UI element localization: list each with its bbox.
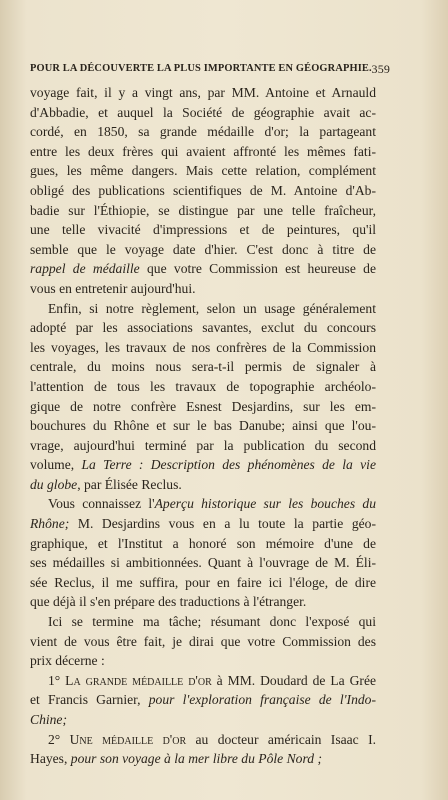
italic-title: Rhône; — [30, 516, 70, 532]
text-line — [30, 690, 376, 710]
text-line: ses médailles si ambitionnées. Quant à l'ouvrage de M. Éli- — [30, 555, 376, 571]
text-line — [30, 514, 376, 534]
text-fragment: Vous connaissez l' — [48, 496, 155, 512]
text-line: cordé, en 1850, sa grande médaille d'or; la partageant — [30, 124, 376, 140]
text-line: vient de vous être fait, je dirai que votre Commission des — [30, 633, 376, 649]
body-text — [30, 83, 376, 769]
paragraph-4 — [30, 612, 376, 671]
award-name: Une médaille d'or — [69, 731, 187, 747]
text-line — [30, 671, 376, 691]
paragraph-2 — [30, 299, 376, 495]
award-number: 2° — [48, 731, 70, 747]
award-1 — [30, 671, 376, 730]
text-line: vrage, aujourd'hui terminé par la publication du second — [30, 437, 376, 453]
running-title: POUR LA DÉCOUVERTE LA PLUS IMPORTANTE EN GÉOGRAPHIE. — [30, 63, 372, 74]
text-line: Ici se termine ma tâche; résumant donc l'exposé qui — [48, 614, 376, 630]
text-line — [30, 730, 376, 750]
page-number: 359 — [371, 62, 390, 76]
award-number: 1° — [48, 672, 66, 688]
text-line: l'attention de tous les travaux de topographie archéolo- — [30, 378, 376, 394]
text-line — [30, 710, 376, 730]
italic-phrase: rappel de médaille — [30, 261, 140, 277]
text-line: vous en entretenir aujourd'hui. — [30, 280, 196, 296]
paragraph-3 — [30, 494, 376, 612]
text-line: prix décerne : — [30, 653, 105, 669]
text-fragment: volume, — [30, 457, 82, 473]
text-line: gique de notre confrère Esnest Desjardins, sur les em- — [30, 398, 376, 414]
text-line — [30, 494, 376, 514]
italic-phrase: pour l'exploration française de l'Indo- — [148, 692, 376, 708]
italic-title: du globe — [30, 476, 78, 492]
text-line: obligé des publications scientifiques de M. Antoine d'Ab- — [30, 182, 376, 198]
text-line: les voyages, les travaux de nos confrères de la Commission — [30, 339, 376, 355]
text-line: graphique, et l'Institut a honoré son mémoire d'une de — [30, 535, 376, 551]
text-line: entre les deux frères qui avaient affronté les mêmes fati- — [30, 143, 376, 159]
italic-phrase: pour son voyage à la mer libre du Pôle Nord ; — [70, 751, 322, 767]
text-line — [30, 475, 376, 495]
text-fragment: M. Desjardins vous en a lu toute la partie géo- — [69, 516, 376, 532]
text-line — [30, 259, 376, 279]
text-line: Enfin, si notre règlement, selon un usage généralement — [48, 300, 376, 316]
italic-phrase: Chine; — [30, 712, 67, 727]
text-line: badie sur l'Éthiopie, se distingue par une telle fraîcheur, — [30, 202, 376, 218]
text-line: semble que le voyage date d'hier. C'est donc à titre de — [30, 241, 376, 257]
text-fragment: à MM. Doudard de La Grée — [211, 672, 377, 688]
award-name: La grande médaille d'or — [65, 672, 212, 688]
text-line: sée Reclus, il me suffira, pour en faire ici l'éloge, de dire — [30, 574, 376, 590]
italic-title: Aperçu historique sur les bouches du — [154, 496, 376, 512]
text-line: une telle vivacité d'impressions et de peintures, qu'il — [30, 222, 376, 238]
italic-title: La Terre : Description des phénomènes de la vie — [81, 457, 376, 473]
award-2 — [30, 730, 376, 769]
text-fragment: au docteur américain Isaac I. — [186, 731, 377, 747]
text-line: gues, les même dangers. Mais cette relation, complément — [30, 163, 376, 179]
text-fragment: et Francis Garnier, — [30, 692, 149, 708]
text-line: que déjà il s'en prépare des traductions à l'étranger. — [30, 594, 307, 610]
text-line: bouchures du Rhône et sur le bas Danube; ainsi que l'ou- — [30, 418, 376, 434]
text-fragment: Hayes, — [30, 751, 71, 767]
text-line — [30, 749, 376, 769]
text-line: centrale, du moins nous sera-t-il permis de signaler à — [30, 359, 376, 375]
paragraph-1 — [30, 83, 376, 299]
text-line: voyage fait, il y a vingt ans, par MM. Antoine et Arnauld — [30, 85, 376, 100]
running-header — [30, 63, 390, 79]
text-fragment: , par Élisée Reclus. — [77, 476, 182, 492]
text-fragment: que votre Commission est heureuse de — [139, 261, 376, 277]
text-line: d'Abbadie, et auquel la Société de géographie avait ac- — [30, 104, 376, 120]
text-line — [30, 455, 376, 475]
text-line: adopté par les associations savantes, exclut du concours — [30, 320, 376, 336]
